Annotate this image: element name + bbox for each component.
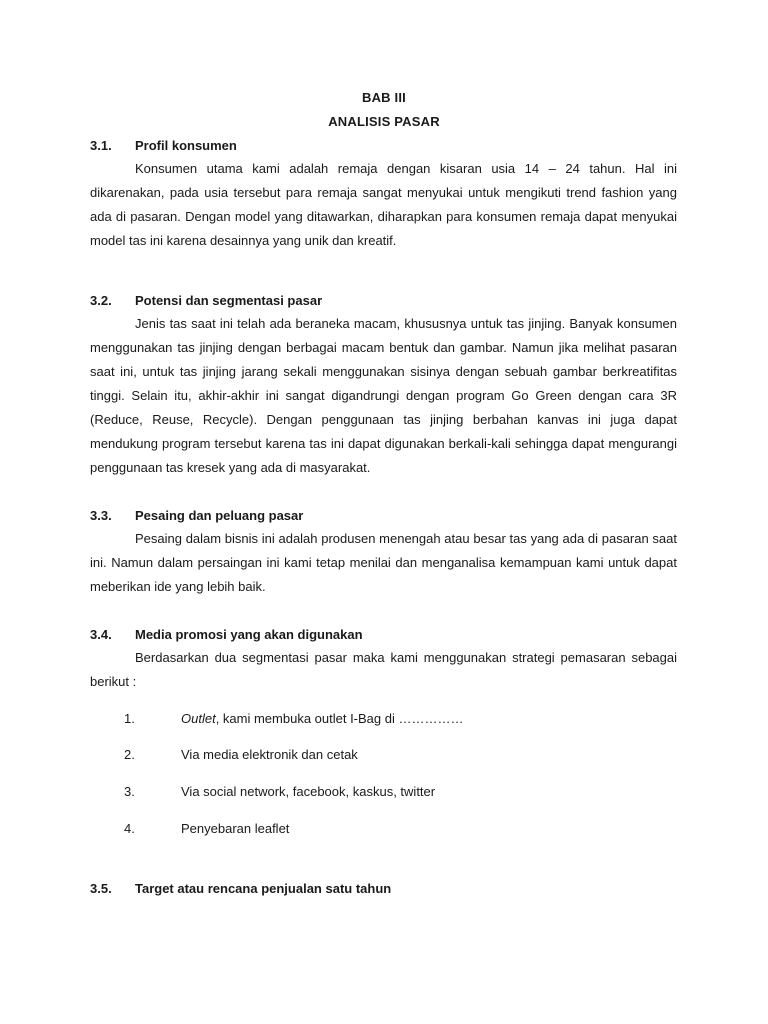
list-number: 3. [124, 784, 135, 799]
section-heading-3-4 [90, 627, 363, 642]
list-italic-text: Outlet [181, 711, 216, 726]
section-number: 3.4. [90, 627, 112, 642]
section-number: 3.3. [90, 508, 112, 523]
section-heading-3-5 [90, 881, 391, 896]
section-heading-3-2 [90, 293, 322, 308]
chapter-label: BAB III [361, 90, 406, 105]
section-paragraph-3-2: Jenis tas saat ini telah ada beraneka macam, khususnya untuk tas jinjing. Banyak konsumen menggunakan tas jinjing dengan berbagai macam bentuk dan gambar. Namun jika melihat pasaran saat ini, untuk tas jinjing jarang sekali menggunakan sisinya dengan sebuah gambar berkreatifitas tinggi. Selain itu, akhir-akhir ini sangat digandrungi dengan program Go Green dengan cara 3R (Reduce, Reuse, Recycle). Dengan penggunaan tas jinjing berbahan kanvas ini juga dapat mendukung program tersebut karena tas ini dapat digunakan berkali-kali sehingga dapat mengurangi penggunaan tas kresek yang ada di masyarakat. [90, 316, 677, 475]
section-paragraph-3-4: Berdasarkan dua segmentasi pasar maka kami menggunakan strategi pemasaran sebagai berikut : [90, 650, 677, 689]
list-text: Penyebaran leaflet [181, 821, 290, 836]
section-heading-3-3 [90, 508, 303, 523]
chapter-title: ANALISIS PASAR [328, 114, 440, 129]
section-paragraph-3-1: Konsumen utama kami adalah remaja dengan kisaran usia 14 – 24 tahun. Hal ini dikarenakan, pada usia tersebut para remaja sangat menyukai untuk mengikuti trend fashion yang ada di pasaran. Dengan model yang ditawarkan, diharapkan para konsumen remaja dapat menyukai model tas ini karena desainnya yang unik dan kreatif. [90, 161, 677, 248]
list-item [124, 747, 358, 762]
section-number: 3.2. [90, 293, 112, 308]
section-title: Media promosi yang akan digunakan [135, 627, 363, 642]
list-text: Via social network, facebook, kaskus, twitter [181, 784, 436, 799]
list-number: 4. [124, 821, 135, 836]
list-item [124, 821, 289, 836]
list-item [124, 711, 464, 726]
list-text: , kami membuka outlet I-Bag di …………… [215, 711, 464, 726]
section-heading-3-1 [90, 138, 237, 153]
section-title: Potensi dan segmentasi pasar [135, 293, 323, 308]
section-paragraph-3-3: Pesaing dalam bisnis ini adalah produsen menengah atau besar tas yang ada di pasaran saat ini. Namun dalam persaingan ini kami tetap menilai dan menganalisa kemampuan kami untuk dapat meberikan ide yang lebih baik. [90, 531, 677, 594]
section-title: Profil konsumen [135, 138, 237, 153]
section-number: 3.5. [90, 881, 112, 896]
list-number: 1. [124, 711, 135, 726]
list-item [124, 784, 435, 799]
list-number: 2. [124, 747, 135, 762]
section-title: Pesaing dan peluang pasar [135, 508, 304, 523]
section-title: Target atau rencana penjualan satu tahun [135, 881, 392, 896]
list-text: Via media elektronik dan cetak [181, 747, 358, 762]
section-number: 3.1. [90, 138, 112, 153]
